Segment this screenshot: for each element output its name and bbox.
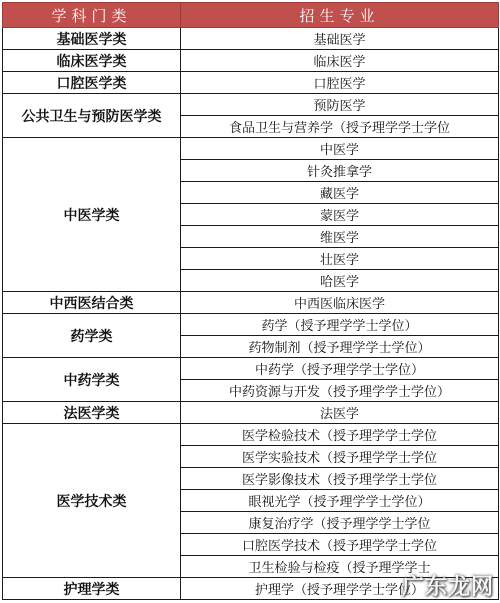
major-cell: 医学实验技术（授予理学学士学位	[181, 446, 499, 468]
major-cell: 医学检验技术（授予理学学士学位	[181, 424, 499, 446]
category-cell: 中药学类	[3, 358, 181, 402]
header-category: 学科门类	[3, 3, 181, 28]
category-cell: 护理学类	[3, 578, 181, 600]
table-row	[3, 292, 499, 314]
watermark-logo: 广东龙网	[401, 575, 494, 600]
major-cell: 中药资源与开发（授予理学学士学位）	[181, 380, 499, 402]
category-cell: 法医学类	[3, 402, 181, 424]
major-cell: 蒙医学	[181, 204, 499, 226]
major-cell: 中西医临床医学	[181, 292, 499, 314]
major-cell: 卫生检验与检疫（授予理学学士	[181, 556, 499, 578]
table-row	[3, 424, 499, 446]
majors-table	[2, 2, 499, 600]
major-cell: 维医学	[181, 226, 499, 248]
major-cell: 口腔医学	[181, 72, 499, 94]
major-cell: 眼视光学（授予理学学士学位）	[181, 490, 499, 512]
table-row	[3, 28, 499, 50]
table-row	[3, 402, 499, 424]
table-row	[3, 358, 499, 380]
major-cell: 药物制剂（授予理学学士学位）	[181, 336, 499, 358]
category-cell: 基础医学类	[3, 28, 181, 50]
category-cell: 中西医结合类	[3, 292, 181, 314]
major-cell: 康复治疗学（授予理学学士学位	[181, 512, 499, 534]
major-cell: 针灸推拿学	[181, 160, 499, 182]
category-cell: 中医学类	[3, 138, 181, 292]
major-cell: 护理学（授予理学学士学位）	[181, 578, 499, 600]
major-cell: 药学（授予理学学士学位）	[181, 314, 499, 336]
category-cell: 医学技术类	[3, 424, 181, 578]
major-cell: 食品卫生与营养学（授予理学学士学位	[181, 116, 499, 138]
table-row	[3, 314, 499, 336]
category-cell: 药学类	[3, 314, 181, 358]
category-cell: 公共卫生与预防医学类	[3, 94, 181, 138]
major-cell: 藏医学	[181, 182, 499, 204]
category-cell: 口腔医学类	[3, 72, 181, 94]
category-cell: 临床医学类	[3, 50, 181, 72]
major-cell: 中医学	[181, 138, 499, 160]
major-cell: 口腔医学技术（授予理学学士学位	[181, 534, 499, 556]
header-row	[3, 3, 499, 28]
major-cell: 预防医学	[181, 94, 499, 116]
major-cell: 临床医学	[181, 50, 499, 72]
table-row	[3, 72, 499, 94]
table-row	[3, 50, 499, 72]
major-cell: 壮医学	[181, 248, 499, 270]
header-major: 招生专业	[181, 3, 499, 28]
table-body	[3, 28, 499, 600]
major-cell: 医学影像技术（授予理学学士学位	[181, 468, 499, 490]
table-row	[3, 138, 499, 160]
major-cell: 基础医学	[181, 28, 499, 50]
major-cell: 中药学（授予理学学士学位）	[181, 358, 499, 380]
major-cell: 哈医学	[181, 270, 499, 292]
table-row	[3, 94, 499, 116]
major-cell: 法医学	[181, 402, 499, 424]
